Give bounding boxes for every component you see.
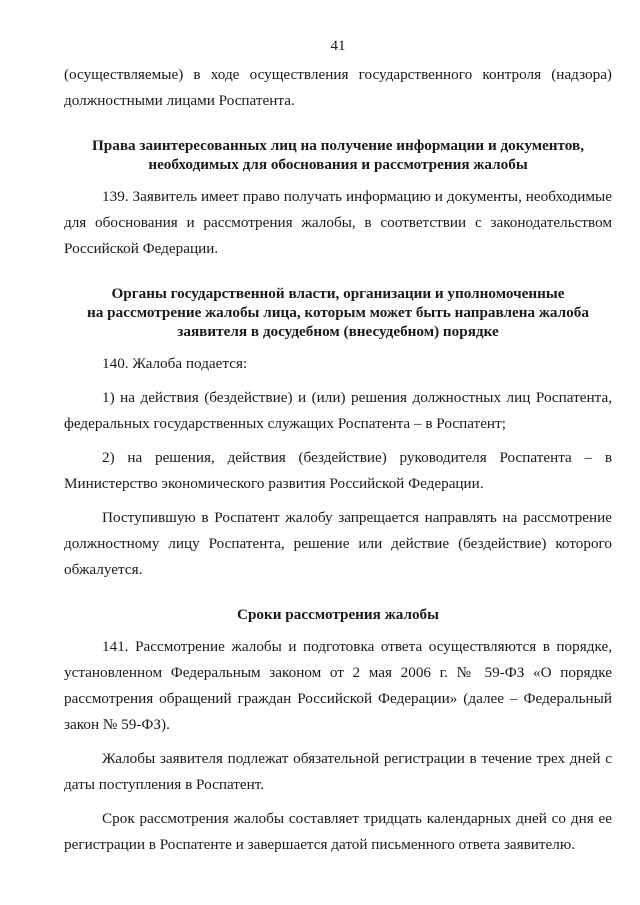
paragraph-registration: Жалобы заявителя подлежат обязательной регистрации в течение трех дней с даты поступления в Роспатент.	[64, 750, 612, 793]
document-body	[64, 62, 612, 858]
paragraph-review-period: Срок рассмотрения жалобы составляет тридцать календарных дней со дня ее регистрации в Роспатенте и завершается датой письменного ответа заявителю.	[64, 810, 612, 853]
paragraph-140: 140. Жалоба подается:	[102, 355, 248, 372]
paragraph-140-item-1: 1) на действия (бездействие) и (или) решения должностных лиц Роспатента, федеральных государственных служащих Роспатента – в Роспатент;	[64, 389, 612, 432]
document-page	[64, 0, 612, 905]
heading-line: на рассмотрение жалобы лица, которым может быть направлена жалоба	[87, 304, 589, 321]
heading-line: Сроки рассмотрения жалобы	[236, 606, 440, 623]
heading-line: Органы государственной власти, организации и уполномоченные	[111, 285, 565, 302]
heading-review-terms	[64, 605, 612, 624]
paragraph-continuation: (осуществляемые) в ходе осуществления государственного контроля (надзора) должностными лицами Роспатента.	[64, 66, 612, 109]
heading-rights-to-information	[64, 136, 612, 174]
heading-line: Права заинтересованных лиц на получение информации и документов,	[91, 137, 585, 154]
paragraph-140-item-2: 2) на решения, действия (бездействие) руководителя Роспатента – в Министерство экономического развития Российской Федерации.	[64, 449, 612, 492]
heading-line: заявителя в досудебном (внесудебном) порядке	[177, 323, 499, 340]
paragraph-forwarding-ban: Поступившую в Роспатент жалобу запрещается направлять на рассмотрение должностному лицу Роспатента, решение или действие (бездействие) которого обжалуется.	[64, 509, 612, 578]
heading-complaint-bodies	[64, 284, 612, 341]
paragraph-139: 139. Заявитель имеет право получать информацию и документы, необходимые для обоснования и рассмотрения жалобы, в соответствии с законодательством Российской Федерации.	[64, 188, 612, 257]
page-number: 41	[330, 38, 346, 54]
heading-line: необходимых для обоснования и рассмотрения жалобы	[148, 156, 528, 173]
paragraph-141: 141. Рассмотрение жалобы и подготовка ответа осуществляются в порядке, установленном Федеральным законом от 2 мая 2006 г. № 59-ФЗ «О порядке рассмотрения обращений граждан Российской Федерации» (далее – Федеральный закон № 59-ФЗ).	[64, 638, 612, 733]
